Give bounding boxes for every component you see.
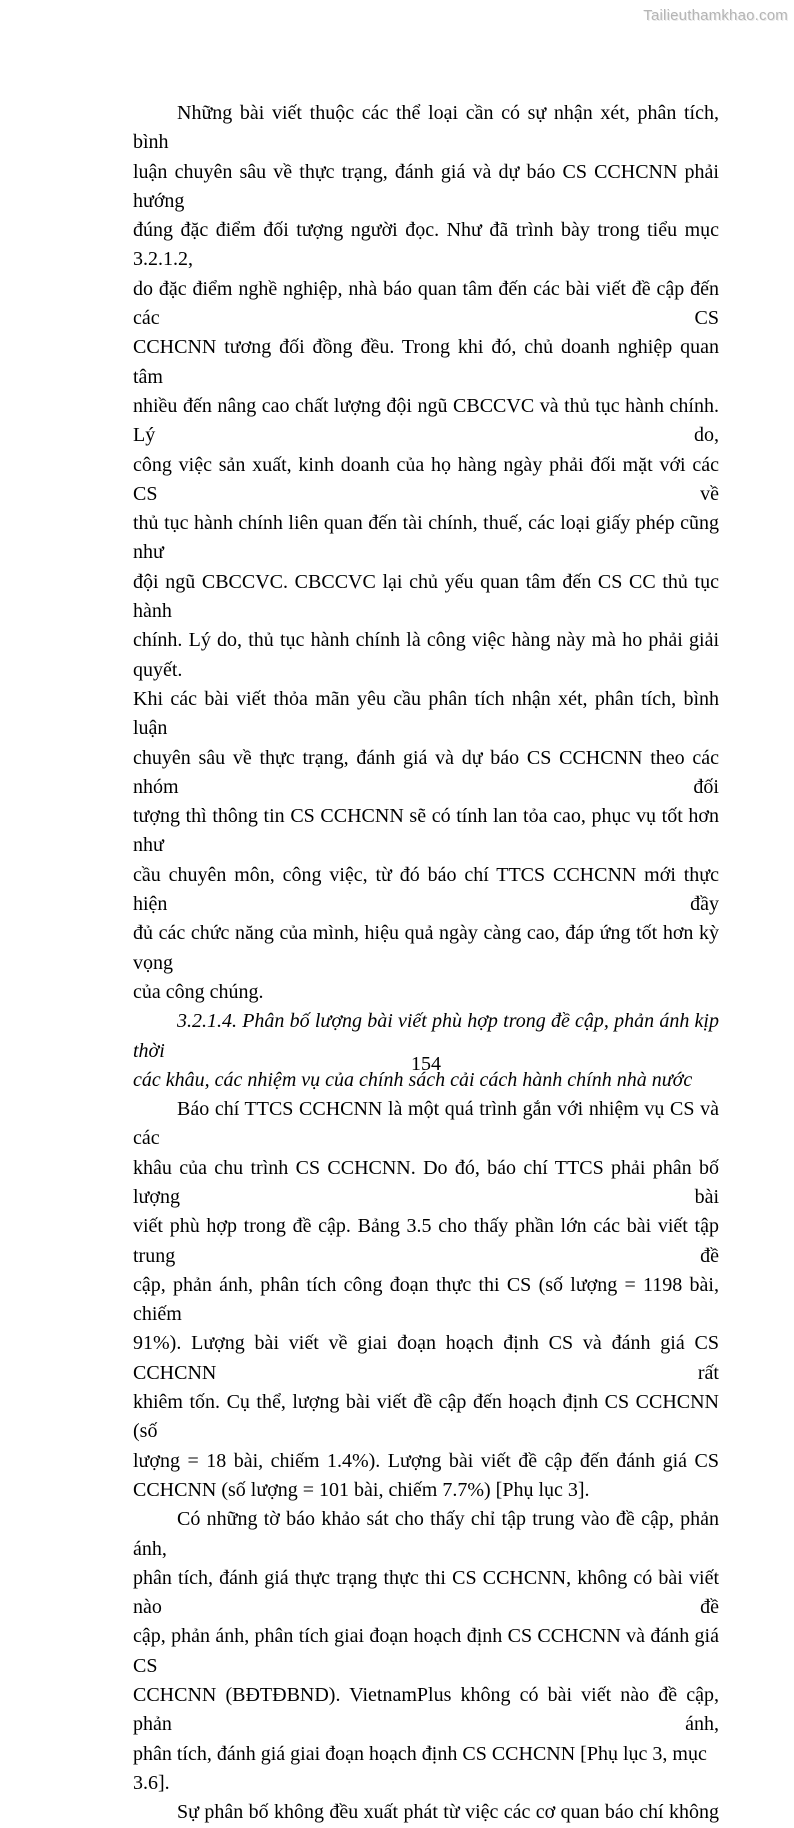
- text-line: thủ tục hành chính liên quan đến tài chính, thuế, các loại giấy phép cũng như: [133, 512, 719, 564]
- body-text: [133, 99, 719, 1828]
- text-line: các khâu, các nhiệm vụ của chính sách cải cách hành chính nhà nước: [133, 1068, 693, 1091]
- text-line: nhiều đến nâng cao chất lượng đội ngũ CBCCVC và thủ tục hành chính. Lý do,: [133, 394, 719, 447]
- section-heading: [133, 1007, 719, 1095]
- text-line: phân tích, đánh giá giai đoạn hoạch định CS CCHCNN [Phụ lục 3, mục 3.6].: [133, 1742, 707, 1794]
- text-line: chính. Lý do, thủ tục hành chính là công việc hàng này mà ho phải giải quyết.: [133, 629, 719, 681]
- paragraph: [133, 1798, 719, 1827]
- paragraph: [133, 1095, 719, 1505]
- text-line: do đặc điểm nghề nghiệp, nhà báo quan tâm đến các bài viết đề cập đến các CS: [133, 277, 719, 330]
- text-line: luận chuyên sâu về thực trạng, đánh giá và dự báo CS CCHCNN phải hướng: [133, 160, 719, 212]
- page-number: 154: [411, 1053, 441, 1075]
- text-line: lượng = 18 bài, chiếm 1.4%). Lượng bài viết đề cập đến đánh giá CS: [133, 1449, 719, 1472]
- text-line: công việc sản xuất, kinh doanh của họ hàng ngày phải đối mặt với các CS về: [133, 453, 719, 505]
- paragraph: [133, 1505, 719, 1798]
- text-line: đội ngũ CBCCVC. CBCCVC lại chủ yếu quan tâm đến CS CC thủ tục hành: [133, 570, 719, 623]
- text-line: khâu của chu trình CS CCHCNN. Do đó, báo chí TTCS phải phân bố lượng bài: [133, 1156, 719, 1208]
- text-line: đúng đặc điểm đối tượng người đọc. Như đã trình bày trong tiểu mục 3.2.1.2,: [133, 219, 719, 271]
- text-line: Có những tờ báo khảo sát cho thấy chỉ tập trung vào đề cập, phản ánh,: [133, 1508, 719, 1560]
- text-line: viết phù hợp trong đề cập. Bảng 3.5 cho thấy phần lớn các bài viết tập trung đề: [133, 1215, 719, 1267]
- text-line: của công chúng.: [133, 980, 264, 1003]
- text-line: 3.2.1.4. Phân bố lượng bài viết phù hợp trong đề cập, phản ánh kịp thời: [133, 1010, 719, 1062]
- text-line: khiêm tốn. Cụ thể, lượng bài viết đề cập đến hoạch định CS CCHCNN (số: [133, 1391, 719, 1443]
- text-line: đủ các chức năng của mình, hiệu quả ngày càng cao, đáp ứng tốt hơn kỳ vọng: [133, 922, 719, 974]
- text-line: phân tích, đánh giá thực trạng thực thi CS CCHCNN, không có bài viết nào đề: [133, 1566, 719, 1619]
- text-line: CCHCNN (BĐTĐBND). VietnamPlus không có bài viết nào đề cập, phản ánh,: [133, 1684, 719, 1736]
- text-line: 91%). Lượng bài viết về giai đoạn hoạch định CS và đánh giá CS CCHCNN rất: [133, 1332, 719, 1384]
- text-line: CCHCNN (số lượng = 101 bài, chiếm 7.7%) [Phụ lục 3].: [133, 1478, 590, 1501]
- text-line: tượng thì thông tin CS CCHCNN sẽ có tính lan tỏa cao, phục vụ tốt hơn như: [133, 805, 719, 857]
- text-line: cầu chuyên môn, công việc, từ đó báo chí TTCS CCHCNN mới thực hiện đầy: [133, 863, 719, 916]
- text-line: chuyên sâu về thực trạng, đánh giá và dự báo CS CCHCNN theo các nhóm đối: [133, 746, 719, 798]
- text-line: Sự phân bố không đều xuất phát từ việc các cơ quan báo chí không: [177, 1801, 719, 1824]
- watermark: Tailieuthamkhao.com: [643, 7, 788, 24]
- text-line: Báo chí TTCS CCHCNN là một quá trình gắn với nhiệm vụ CS và các: [133, 1098, 719, 1150]
- text-line: cập, phản ánh, phân tích giai đoạn hoạch định CS CCHCNN và đánh giá CS: [133, 1625, 719, 1677]
- text-line: CCHCNN tương đối đồng đều. Trong khi đó, chủ doanh nghiệp quan tâm: [133, 336, 719, 388]
- paragraph: [133, 99, 719, 1007]
- text-line: Những bài viết thuộc các thể loại cần có sự nhận xét, phân tích, bình: [133, 102, 719, 154]
- text-line: Khi các bài viết thỏa mãn yêu cầu phân tích nhận xét, phân tích, bình luận: [133, 687, 719, 740]
- text-line: cập, phản ánh, phân tích công đoạn thực thi CS (số lượng = 1198 bài, chiếm: [133, 1273, 719, 1326]
